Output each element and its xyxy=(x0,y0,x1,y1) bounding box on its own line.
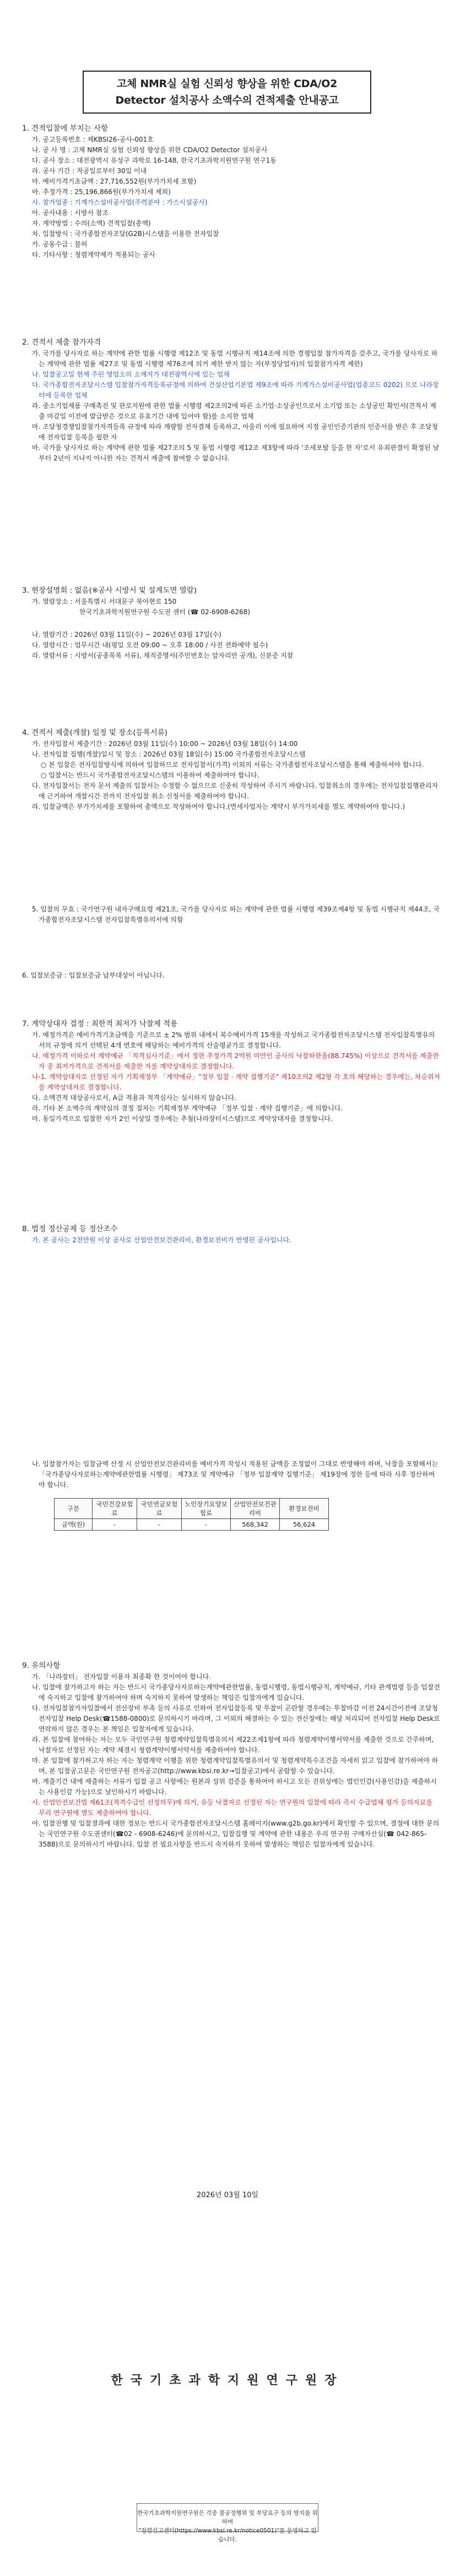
section-7 xyxy=(22,1018,441,1124)
s1-item: 나. 공 사 명 : 고체 NMR실 실험 신뢰성 향상을 위한 CDA/O2 Detector 설치공사 xyxy=(32,146,268,154)
s4-item-ra: 라. 입찰금액은 부가가치세를 포함하여 총액으로 작성하여야 합니다.(면세사업자는 계약시 부가가치세를 별도 계약하여야 합니다.) xyxy=(32,803,405,811)
announcement-date: 2026년 03월 10일 xyxy=(196,2191,259,2199)
integrity-notice-box xyxy=(137,2503,318,2543)
s1-item: 아. 공사내용 : 시방서 참조 xyxy=(32,209,109,217)
s4-item-ga: 가. 전자입찰서 제출기간 : 2026년 03월 11일(수) 10:00 ~ 2026년 03월 18일(수) 14:00 xyxy=(32,740,298,748)
s2-item-ga: 가. 국가를 당사자로 하는 계약에 관한 법률 시행령 제12조 및 동법 시행규칙 제14조에 의한 경쟁입찰 참가자격을 갖추고, 국가를 당사자로 하는 계약에 관한 법률 제27조 및 동법 시행령 제76조에 의거 제한 받지 않는 자(부정당업자)의 입찰참가자격 제한) xyxy=(32,350,438,368)
s3-item: 라. 열람서류 : 시방서(공종목록 서류), 재직증명서(주민번호는 앞자리만 공개), 신분증 지참 xyxy=(32,652,294,659)
notice-line: 한국기초과학지원연구원은 각종 불공정행위 및 부당요구 등의 방지를 위하여 xyxy=(137,2510,318,2525)
s9-item: 마. 본 입찰에 참가하고자 하는 자는 청렴계약 이행을 위한 청렴계약입찰특별유의서 및 청렴계약특수조건을 자세히 읽고 입찰에 참가하여야 하며, 본 입찰공고문은 국민연구원 전자공고(http://www.kbsi.re.kr→입찰공고)에서 공람할 수 있습니다. xyxy=(32,1757,438,1775)
title-line-1: 고체 NMR실 실험 신뢰성 향상을 위한 CDA/O2 xyxy=(116,78,338,90)
s7-na-text: 나. 예정가격 이하로서 계약예규 「적격심사기준」에서 정한 추정가격 2억원 미만인 공사의 낙찰하한율(88.745%) 이상으로 견적서를 제출한 자 중 최저가격으로 견적서를 제출한 자를 계약상대자로 결정합니다. xyxy=(32,1052,441,1070)
section-2-heading: 2. 견적서 제출 참가자격 xyxy=(22,338,101,347)
s1-item: 차. 입찰방식 : 국가종합전자조달(G2B)시스템을 이용한 전자입찰 xyxy=(32,230,219,238)
s9-item: 바. 계출기간 내에 제출하는 서류가 입찰 공고 사항에는 원본과 상위 검증을 통하여야 하시고 모든 진위상에는 법인인감(사용인감)을 제출하시는 사용인감 가능)으로 날인하시기 바랍니다. xyxy=(32,1778,437,1796)
section-9 xyxy=(22,1660,441,1850)
s3-item: 가. 열람장소 : 서울특별시 서대문구 북아현로 150 xyxy=(32,598,177,605)
section-5 xyxy=(22,904,441,925)
table-header: 환경보전비 xyxy=(280,1499,329,1519)
s1-item: 다. 공사 장소 : 대전광역시 유성구 과학로 16-148, 한국기초과학지원연구원 연구1동 xyxy=(32,157,277,164)
section-3-heading: 3. 현장설명회 : 없음(※공사 시방서 및 설계도면 열람) xyxy=(22,586,197,595)
s7-item-na xyxy=(22,1051,441,1072)
section-4 xyxy=(22,727,441,812)
notice-line: "청렴신고센터(https://www.kbsi.re.kr/notice0501)"를 운영하고 있습니다. xyxy=(138,2527,317,2543)
table-header: 노인장기요양보험료 xyxy=(182,1499,231,1519)
s4-bullet: ○ 본 입찰은 전자입찰방식에 의하여 입찰하므로 전자입찰서(가격) 이외의 서류는 국가종합전자조달시스템을 통해 제출하셔야 합니다. xyxy=(41,761,424,769)
s7-na1-text: 나-1. 계약상대자로 선정된 자가 기획재정부 「계약예규」"정부 입찰 · 계약 집행기준" 제10조의2 제2항 각 호의 해당하는 경우에는, 차순위자를 계약상대자로 결정합니다. xyxy=(32,1073,441,1091)
s3-item: 다. 열람시간 : 업무시간 내(평일 오전 09:00 ~ 오후 18:00 / 사전 전화예약 필수) xyxy=(32,641,268,649)
s9-item: 라. 본 입찰에 참여하는 자는 모두 국민연구원 청렴계약입찰특별유의서 제22조제1항에 따라 청렴계약이행서약서를 제출한 것으로 간주하며, 낙찰자로 선정된 자는 계약 체결시 청렴계약이행서약서를 제출하여야 합니다. xyxy=(32,1736,436,1754)
s4-bullet: ○ 입찰서는 반드시 국가종합전자조달시스템의 이용하여 제출하여야 합니다. xyxy=(41,771,259,779)
section-2 xyxy=(22,336,441,464)
table-header-row xyxy=(55,1499,329,1519)
s7-item-na1 xyxy=(22,1072,441,1093)
title-box xyxy=(83,71,371,114)
s9-item: 사. 산업안전보건법 제61조(적격수급인 선정의무)에 의거, 유등 낙찰자로 선정된 자는 연구원의 입찰에 따라 즉시 수급업체 평가 등의자료를 무리 연구원에 별도 제출하여야 합니다. xyxy=(32,1799,435,1817)
s7-item-ga: 가. 예정가격은 예비가격기초금액을 기준으로 ± 2% 범위 내에서 복수예비가격 15개를 작성하고 국가종합전자조달시스템 전자입찰특별유의서의 규정에 의거 선택된 4개 번호에 해당하는 예비가격의 산술평균가로 결정합니다. xyxy=(32,1031,435,1049)
section-1 xyxy=(22,122,441,260)
s7-item-ra: 라. 기타 본 소액수의 계약심의 결정 절차는 기획재정부 계약예규 「정부 입찰 · 계약 집행기준」에 의합니다. xyxy=(32,1104,343,1112)
insurance-table xyxy=(54,1498,329,1531)
section-3 xyxy=(22,584,441,661)
s7-item-ma: 마. 동일가격으로 입찰한 자가 2인 이상일 경우에는 추첨(나라장터시스템)으로 계약상대자를 결정합니다. xyxy=(32,1115,333,1123)
s1-item: 마. 예비가격기초금액 : 27,716,552원(부가가치세 포함) xyxy=(32,178,197,185)
s1-item: 타. 기타사항 : 청렴계약제가 적용되는 공사 xyxy=(32,251,155,259)
table-cell: - xyxy=(93,1519,137,1531)
table-header: 산업안전보건관리비 xyxy=(231,1499,280,1519)
s9-item: 나. 입찰에 참가하고자 하는 자는 반드시 국가종당사자로하는계약에관한법률, 동법시행령, 동법시행규칙, 계약예규, 기타 관계법령 등을 입찰전에 숙지하고 입찰에 참가하여야 하며 숙지하지 못하여 발생하는 책임은 입찰자에게 있습니다. xyxy=(32,1683,441,1702)
organization-name: 한국기초과학지원연구원장 xyxy=(111,2374,344,2387)
s2-item-na: 나. 입찰공고일 현재 주된 영업소의 소재지가 대전광역시에 있는 업체 xyxy=(32,371,230,378)
section-1-heading: 1. 견적입찰에 부치는 사항 xyxy=(22,124,109,133)
s4-item-na: 나. 전자입찰 집행(개찰)일시 및 장소 : 2026년 03월 18일(수) 15:00 국가종합전자조달시스템 xyxy=(32,750,306,758)
s9-item: 다. 전자입찰참가자입찰에서 전산장비 부족 등의 사유로 인하여 전자입찰등록 및 투찰이 곤란할 경우에는 투찰마감 이전 24시간이전에 조달청 전자입찰 Help Desk(☎1588-0800)로 문의하시기 바라며, 그 이외의 해결하는 수 있는 전산장애는 해당 처리되어 전자입찰 Help Desk로 연락하지 않은 경우는 본 책임은 입찰자에게 있습니다. xyxy=(32,1704,442,1733)
table-cell: 금액(원) xyxy=(55,1519,93,1531)
s2-item-ba: 바. 국가를 당사자로 하는 계약에 관한 법률 제27조의 5 및 동법 시행령 제12조 제3항에 따라 '조세포탈 등을 한 자'로서 유죄판결이 확정된 날부터 2년이 지나지 아니한 자는 견적서 제출에 참여할 수 없습니다. xyxy=(32,444,440,462)
table-row xyxy=(55,1519,329,1531)
section-6-heading: 6. 입찰보증금 : 입찰보증금 납부대상이 아닙니다. xyxy=(22,972,165,979)
table-header: 국민건강보험료 xyxy=(93,1499,137,1519)
table-header: 구분 xyxy=(55,1499,93,1519)
s9-item: 아. 입찰진행 및 입찰결과에 대한 정보는 반드시 국가종합전자조달시스템 홈페이지(www.g2b.go.kr)에서 확인할 수 있으며, 결정에 대한 문의는 국민연구원 수도권센터(☎02 - 6908-6246)에 문의하시고, 입찰집행 및 계약에 관한 내용은 우리 연구원 구매자산실(☎ 042-865-3588)으로 문의하시기 바랍니다. 입찰 전 필요사항을 반드시 숙지하지 못하여 발생하는 책임은 입찰자에게 있습니다. xyxy=(32,1820,440,1848)
s2-item-ma: 마. 조달청경쟁입찰참가자격등록 규정에 따라 계량할 전자결재 등록하고, 아울러 이에 필요하여 지정 공인인증기관의 인증서를 받은 후 조달청에 전자입찰 등록을 필한 자 xyxy=(32,423,438,441)
section-7-heading: 7. 계약상대자 결정 : 최한적 최저가 낙찰제 적용 xyxy=(22,1019,178,1028)
section-8-detail xyxy=(22,1459,441,1531)
s1-item: 카. 공동수급 : 불허 xyxy=(32,240,88,248)
section-4-heading: 4. 견적서 제출(개찰) 일정 및 장소(등록서류) xyxy=(22,728,168,737)
s2-item-ra: 라. 중소기업제품 구매촉진 및 판로지원에 관한 법률 시행령 제2조의2에 따른 소기업·소상공인으로서 소기업 또는 소상공인 확인서(견적서 제출 마감일 이전에 발급받은 것으로 유효기간 내에 있어야 함)를 소지한 업체 xyxy=(32,402,436,420)
s1-item: 가. 공고등록번호 : 제KBSI26-공사-001호 xyxy=(32,136,154,143)
table-cell: 56,624 xyxy=(280,1519,329,1531)
s1-item: 라. 공사 기간 : 착공일로부터 30일 이내 xyxy=(32,167,147,175)
section-8-heading: 8. 법정 정산공제 등 정산조수 xyxy=(22,1225,118,1233)
s1-item: 사. 참가업종 : 기계가스설비공사업(주력분야 : 가스시설공사) xyxy=(32,198,208,206)
title-line-2: Detector 설치공사 소액수의 견적제출 안내공고 xyxy=(115,94,339,106)
s1-item: 바. 추정가격 : 25,196,866원(부가가치세 제외) xyxy=(32,188,171,196)
s4-item-da: 다. 전자입찰서는 전자 문서 제출의 입찰서는 수정할 수 없으므로 신중히 작성하여 주시기 바랍니다. 입찰취소의 경우에는 전자입찰집행관리자에 근거하여 개찰시간 전까지 전자입찰 취소 신청서를 제출하여야 합니다. xyxy=(32,782,438,800)
s3-item: 한국기초과학지원연구원 수도권 센터 (☎ 02-6908-6268) xyxy=(79,608,251,616)
s2-item-da: 다. 국가종합전자조달시스템 입찰참가자격등록규정에 의하여 건설산업기본법 제9조에 따라 기계가스설비공사업(업종코드 0202) 으로 나라장터에 등록한 업체 xyxy=(32,381,439,399)
s7-item-da: 다. 소액견적 대상공사로서, A급 적용과 적격심사는 실시하지 않습니다. xyxy=(32,1094,236,1102)
s9-item: 가. 「나라장터」 전자입찰 이용자 최종확 한 것이어야 합니다. xyxy=(32,1673,211,1681)
s8-item-ga: 가. 본 공사는 2천만원 이상 공사로 산업안전보건관리비, 환경보전비가 반영된 공사입니다. xyxy=(32,1236,291,1244)
section-8 xyxy=(22,1223,441,1246)
s8-item-na: 나. 입찰참가자는 입찰금액 산정 시 산업안전보건관리비를 예비가격 작성시 적용된 금액을 조정없이 그대로 반영해야 하며, 낙찰을 포함해서는 「국가종당사자로하는계약에관한법률 시행령」 제73조 및 계약예규 「정부 입찰계약 집행기준」 제19장에 정한 등에 따라 사후 정산하여야 합니다. xyxy=(32,1460,441,1489)
table-cell: - xyxy=(137,1519,182,1531)
table-cell: 568,342 xyxy=(231,1519,280,1531)
section-5-heading: 5. 입찰의 무효 : 국가연구원 내자구매요령 제21조, 국가를 당사자로 하는 계약에 관한 법률 시행령 제39조제4항 및 동법 시행규칙 제44조, 국가종합전자조달시스템 전자입찰특별유의서에 의함 xyxy=(32,905,440,924)
section-9-heading: 9. 유의사항 xyxy=(22,1661,61,1670)
s1-item: 자. 계약방법 : 수의(소액) 견적입찰(총액) xyxy=(32,219,151,227)
table-header: 국민연금보험료 xyxy=(137,1499,182,1519)
section-6 xyxy=(22,970,441,981)
table-cell: - xyxy=(182,1519,231,1531)
s3-item: 나. 열람기간 : 2026년 03월 11일(수) ~ 2026년 03월 17일(수) xyxy=(32,631,221,638)
